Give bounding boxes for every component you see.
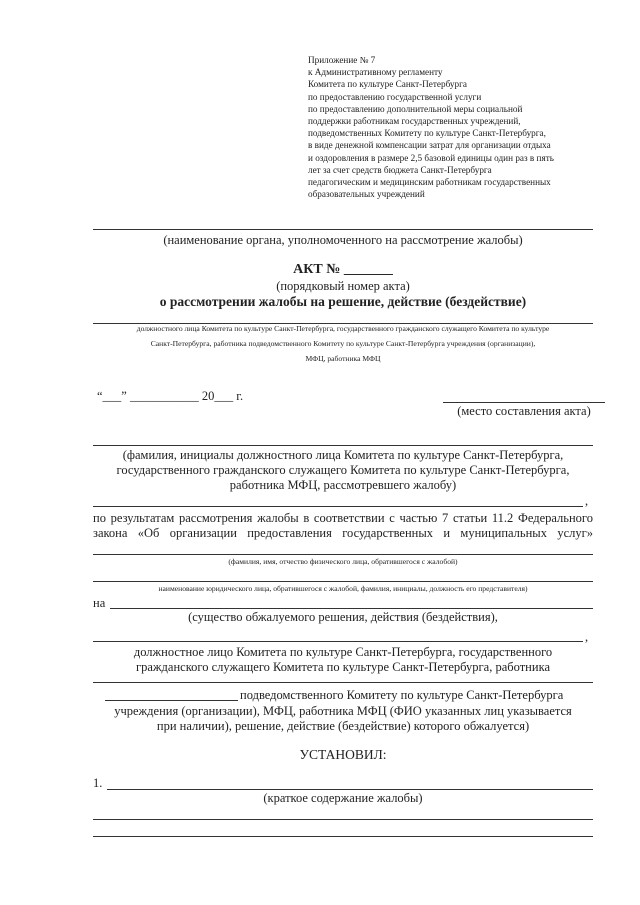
act-date[interactable]: “___” ___________ 20___ г. (97, 389, 244, 403)
applicant-field-line[interactable] (93, 554, 593, 555)
appendix-line: поддержки работникам государственных учреждений, (308, 116, 521, 127)
essence-field-line[interactable] (110, 608, 593, 609)
appendix-line: подведомственных Комитету по культуре Санкт-Петербурга, (308, 128, 546, 139)
summary-field-line-3[interactable] (93, 836, 593, 837)
appendix-line: и оздоровления в размере 2,5 базовой единицы один раз в пять (308, 152, 554, 163)
official-caption-line: Санкт-Петербурга, работника подведомственного Комитету по культуре Санкт-Петербурга учреждения (организации), (150, 339, 536, 348)
appendix-line: педагогическим и медицинским работникам государственных (308, 177, 551, 188)
appendix-line: Приложение № 7 (308, 55, 376, 65)
applicant-caption: (фамилия, имя, отчество физического лица, обратившегося с жалобой) (228, 557, 458, 566)
legal-field-line[interactable] (93, 581, 593, 582)
results-line: по результатам рассмотрения жалобы в соответствии с частью 7 статьи 11.2 Федерального (93, 511, 593, 525)
official-block-line: учреждения (организации), МФЦ, работника МФЦ (ФИО указанных лиц указывается (114, 704, 572, 718)
results-line: закона «Об организации предоставления государственных и муниципальных услуг» (93, 526, 593, 540)
official-block-line: гражданского служащего Комитета по культуре Санкт-Петербурга, работника (136, 660, 550, 674)
na-label: на (93, 596, 106, 610)
reviewer-caption-line: работника МФЦ, рассмотревшего жалобу) (229, 478, 457, 492)
organ-field-line[interactable] (93, 229, 593, 230)
reviewer-caption-line: государственного гражданского служащего Комитета по культуре Санкт-Петербурга, (116, 463, 570, 477)
essence-field-line-2[interactable] (93, 641, 583, 642)
appendix-line: по предоставлению государственной услуги (308, 91, 482, 102)
appendix-line: к Административному регламенту (308, 67, 443, 78)
summary-caption: (краткое содержание жалобы) (263, 791, 423, 805)
official-block-line: должностное лицо Комитета по культуре Санкт-Петербурга, государственного (133, 645, 553, 659)
place-field-line[interactable] (443, 402, 605, 403)
comma: , (585, 630, 589, 644)
official-caption-line: МФЦ, работника МФЦ (305, 354, 381, 363)
legal-caption: наименование юридического лица, обратившегося с жалобой, фамилия, инициалы, должность его представителя) (158, 584, 528, 593)
appendix-line: лет за счет средств бюджета Санкт-Петербурга (308, 164, 492, 175)
reviewer-caption-line: (фамилия, инициалы должностного лица Комитета по культуре Санкт-Петербурга, (122, 448, 564, 462)
reviewer-field-line-2[interactable] (93, 506, 583, 507)
comma: , (585, 494, 589, 508)
official-caption-line: должностного лица Комитета по культуре Санкт-Петербурга, государственного гражданского служащего Комитета по культуре (136, 324, 550, 333)
appendix-line: в виде денежной компенсации затрат для организации отдыха (308, 140, 551, 151)
summary-field-line-2[interactable] (93, 819, 593, 820)
place-caption: (место составления акта) (457, 404, 591, 418)
appendix-header (308, 54, 608, 200)
organ-caption: (наименование органа, уполномоченного на рассмотрение жалобы) (163, 233, 523, 247)
official-block-line: при наличии), решение, действие (бездействие) которого обжалуется) (156, 719, 530, 733)
appendix-line: Комитета по культуре Санкт-Петербурга (308, 79, 467, 90)
established-heading: УСТАНОВИЛ: (299, 747, 387, 762)
summary-field-line[interactable] (107, 789, 593, 790)
act-number-caption: (порядковый номер акта) (276, 279, 410, 293)
appendix-line: по предоставлению дополнительной меры социальной (308, 103, 523, 114)
institution-field-line[interactable] (93, 682, 593, 683)
official-block-line: подведомственного Комитету по культуре Санкт-Петербурга (240, 688, 564, 702)
item-number: 1. (93, 776, 103, 790)
appendix-line: образовательных учреждений (308, 189, 425, 200)
act-title: АКТ № _______ (293, 262, 393, 277)
institution-name-line[interactable] (105, 700, 238, 701)
essence-caption: (существо обжалуемого решения, действия (бездействия), (188, 610, 498, 624)
reviewer-field-line[interactable] (93, 445, 593, 446)
act-subject: о рассмотрении жалобы на решение, действие (бездействие) (159, 294, 527, 309)
